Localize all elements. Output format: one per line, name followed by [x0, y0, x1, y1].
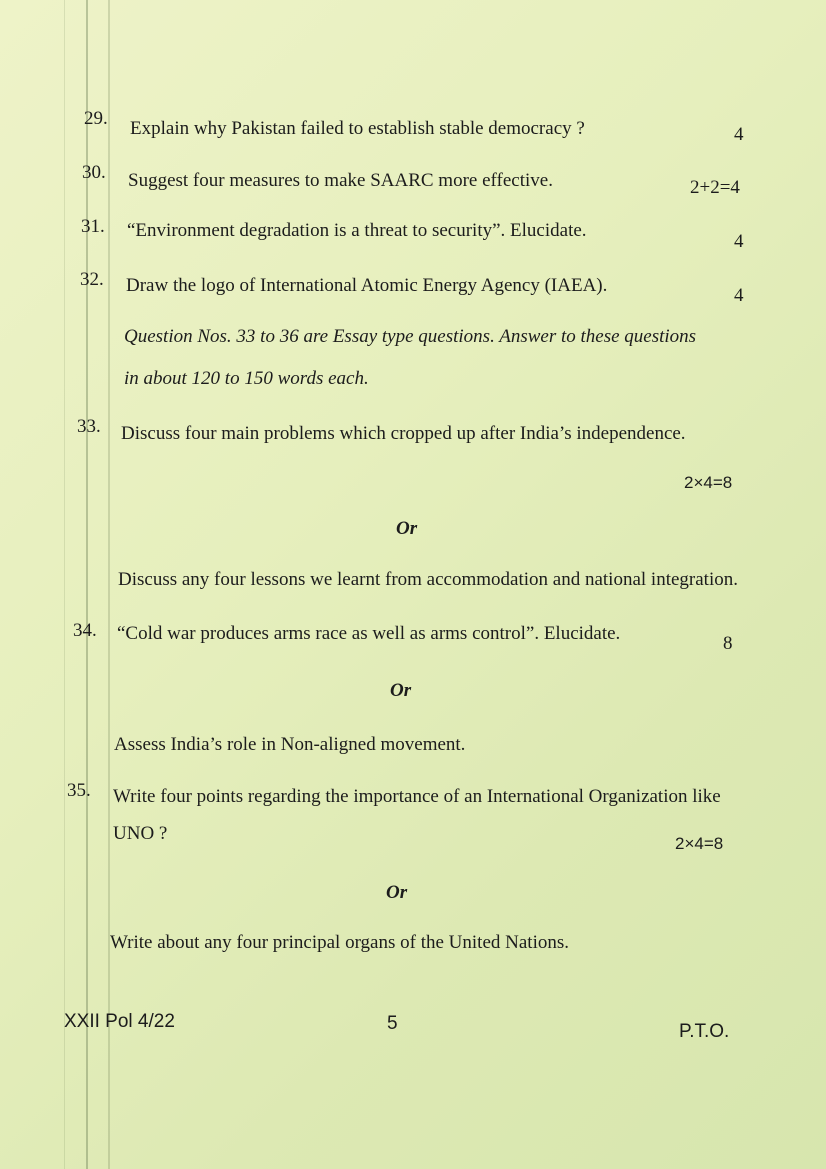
- question-text: Discuss four main problems which cropped up after India’s independence.: [121, 423, 686, 444]
- question-number: 34.: [73, 620, 97, 641]
- question-marks: 2×4=8: [675, 834, 724, 853]
- page-number: 5: [387, 1013, 398, 1034]
- instruction-line: in about 120 to 150 words each.: [124, 368, 369, 389]
- question-text: Write four points regarding the importance of an International Organization like: [113, 786, 721, 807]
- question-marks: 2+2=4: [690, 177, 740, 198]
- question-text: Draw the logo of International Atomic Energy Agency (IAEA).: [126, 275, 608, 296]
- alternative-question-text: Discuss any four lessons we learnt from accommodation and national integration.: [118, 569, 738, 590]
- alternative-question-text: Write about any four principal organs of the United Nations.: [110, 932, 569, 953]
- or-label: Or: [390, 680, 412, 701]
- question-text: Explain why Pakistan failed to establish stable democracy ?: [130, 118, 585, 139]
- question-number: 35.: [67, 780, 91, 801]
- question-marks: 2×4=8: [684, 473, 733, 492]
- question-marks: 8: [723, 633, 733, 654]
- question-text: Suggest four measures to make SAARC more effective.: [128, 170, 553, 191]
- question-number: 29.: [84, 108, 108, 129]
- paper-code: XXII Pol 4/22: [64, 1011, 175, 1032]
- question-number: 32.: [80, 269, 104, 290]
- question-marks: 4: [734, 124, 744, 145]
- or-label: Or: [386, 882, 408, 903]
- question-marks: 4: [734, 285, 744, 306]
- question-text: UNO ?: [113, 823, 168, 844]
- instruction-line: Question Nos. 33 to 36 are Essay type questions. Answer to these questions: [124, 326, 697, 347]
- question-number: 33.: [77, 416, 101, 437]
- alternative-question-text: Assess India’s role in Non-aligned movement.: [114, 734, 466, 755]
- margin-line: [108, 0, 110, 1169]
- question-marks: 4: [734, 231, 744, 252]
- question-text: “Environment degradation is a threat to security”. Elucidate.: [127, 220, 587, 241]
- question-number: 30.: [82, 162, 106, 183]
- question-number: 31.: [81, 216, 105, 237]
- or-label: Or: [396, 518, 418, 539]
- question-text: “Cold war produces arms race as well as arms control”. Elucidate.: [117, 623, 621, 644]
- pto-label: P.T.O.: [679, 1021, 730, 1042]
- margin-line: [64, 0, 65, 1169]
